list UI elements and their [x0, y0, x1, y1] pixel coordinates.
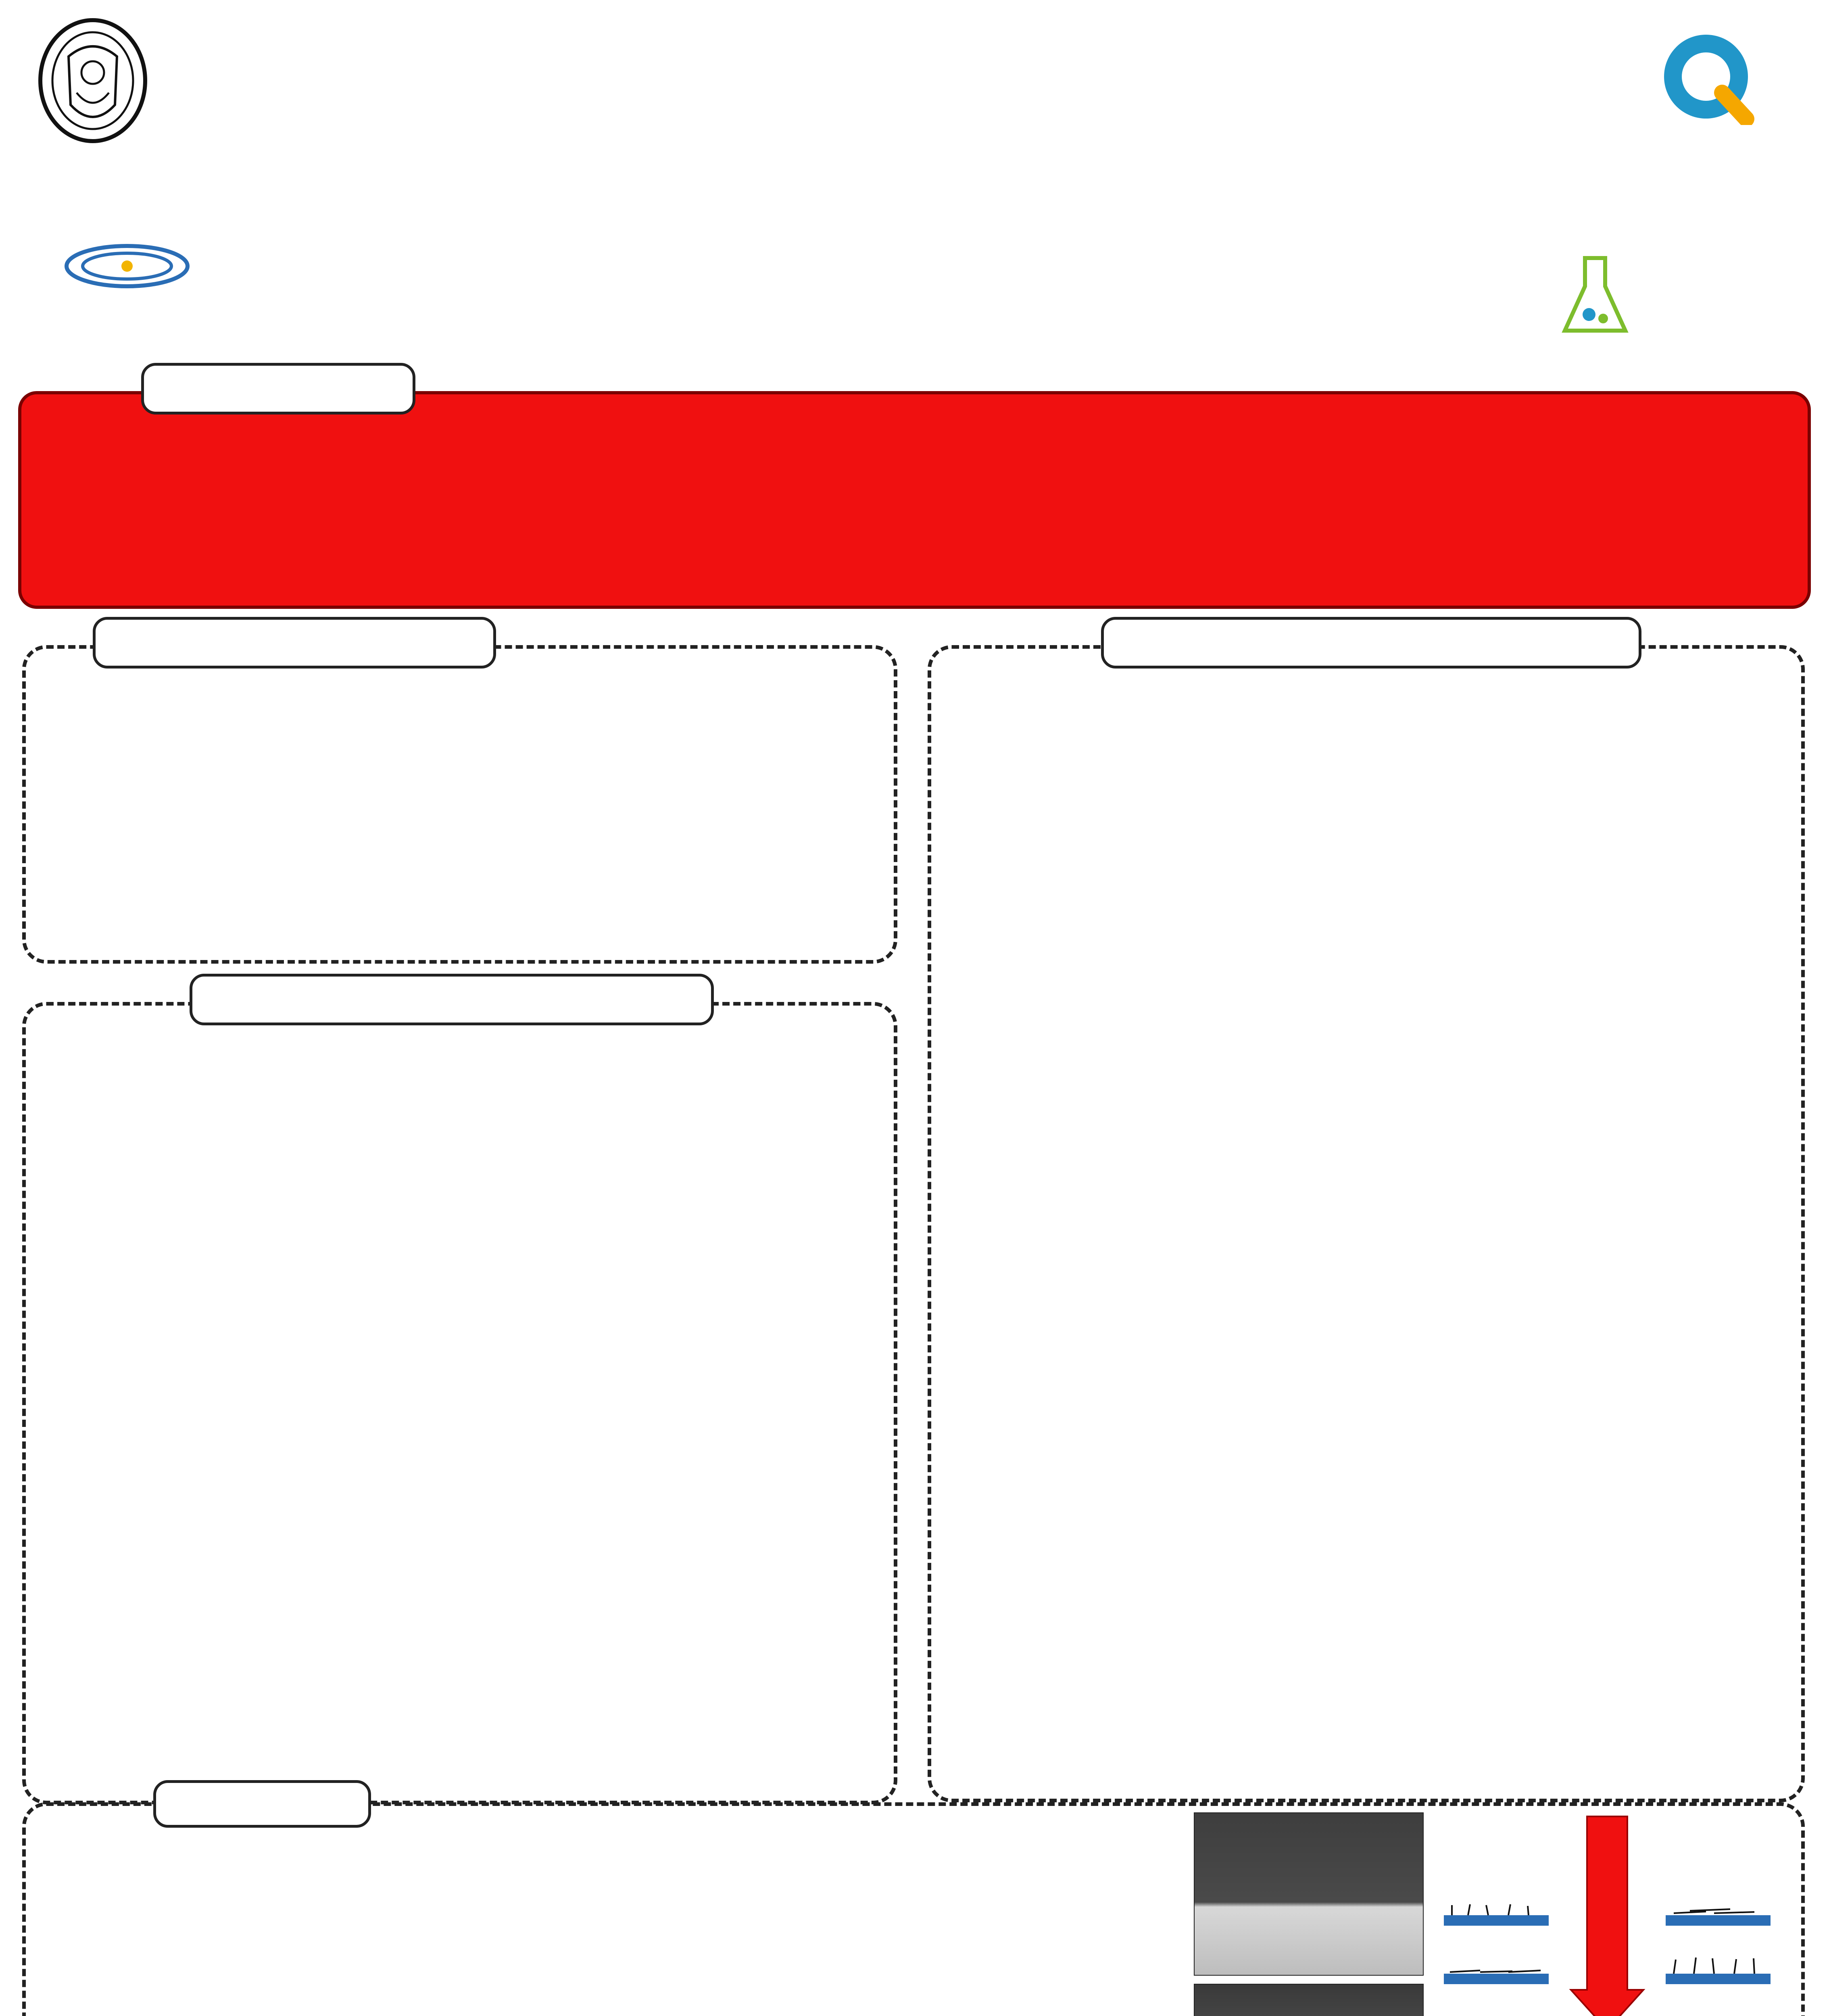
fig8a-sem-side: [1194, 1812, 1424, 1976]
synthesis-heading: [93, 617, 496, 669]
fcq-q-icon: [1662, 32, 1754, 125]
unc-crest-logo: [30, 12, 155, 185]
intro-heading: [141, 363, 415, 414]
poster-title: [226, 117, 1577, 165]
fig8b-sem-side: [1194, 1984, 1424, 2016]
raman-heading: [190, 974, 714, 1025]
fig8c-scheme: [1432, 1812, 1787, 2016]
fig2b-psi-delta-chart: [1145, 734, 1335, 887]
fig1-heating-chart: [56, 681, 339, 907]
ellipso-heading: [1101, 617, 1641, 669]
fig3-dielectric-functions: [1343, 722, 1799, 1242]
intro-box: [18, 391, 1811, 609]
fig5-raman-spectra: [32, 1032, 887, 1262]
cafqi-flask-icon: [1561, 254, 1629, 339]
fig8c-diagram: [1432, 1812, 1787, 2016]
conicet-sun-icon: [60, 242, 194, 290]
fig4-thickness-charts: [940, 1415, 1343, 1609]
sem-heading: [153, 1780, 371, 1828]
